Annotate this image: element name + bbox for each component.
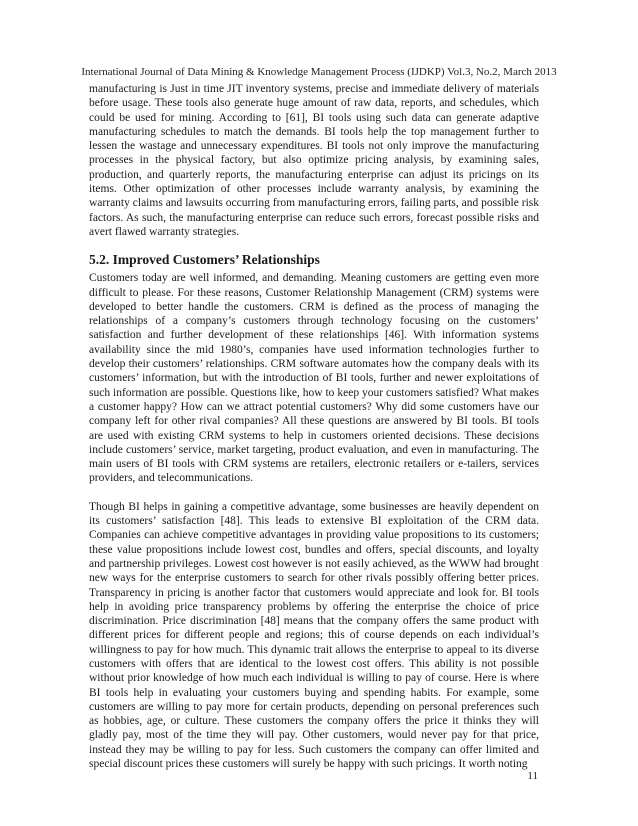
- page-number: 11: [527, 770, 538, 782]
- section-heading: 5.2. Improved Customers’ Relationships: [89, 252, 320, 268]
- running-header: International Journal of Data Mining & Knowledge Management Process (IJDKP) Vol.3, No.2, March 2013: [81, 66, 557, 78]
- article-body: [89, 82, 539, 771]
- paragraph-crm-intro: Customers today are well informed, and demanding. Meaning customers are getting even more difficult to please. For these reasons, Customer Relationship Management (CRM) systems were developed to better handle the customers. CRM is defined as the process of managing the relationships of a company’s customers through technology focusing on the customers’ satisfaction and further development of these relationships [46]. With information systems availability since the mid 1980’s, companies have used information technologies further to develop their customers’ relationships. CRM software automates how the company deals with its customers’ information, but with the introduction of BI tools, further and newer exploitations of such information are possible. Questions like, how to keep your customers satisfied? What makes a customer happy? How can we attract potential customers? Why did some customers have our company left for other rival companies? All these questions are answered by BI tools. BI tools are used with existing CRM systems to help in customers oriented decisions. These decisions include customers’ service, market targeting, product evaluation, and even in manufacturing. The main users of BI tools with CRM systems are retailers, electronic retailers or e-tailers, services providers, and telecommunications.: [89, 272, 539, 485]
- paragraph-competitive-advantage: Though BI helps in gaining a competitive advantage, some businesses are heavily dependent on its customers’ satisfaction [48]. This leads to extensive BI exploitation of the CRM data. Companies can achieve competitive advantages in providing value propositions to its customers; these value propositions include lowest cost, bundles and offers, special discounts, and loyalty and partnership privileges. Lowest cost however is not easily achieved, as the WWW had brought new ways for the enterprise customers to search for other rivals possibly offering better prices. Transparency in pricing is another factor that customers would appreciate and look for. BI tools help in avoiding price transparency problems by offering the enterprise the choice of price discrimination. Price discrimination [48] means that the company offers the same product with different prices for different people and regions; this of course depends on each individual’s willingness to pay for how much. This dynamic trait allows the enterprise to appeal to its diverse customers with offers that are identical to the lowest cost offers. This ability is not possible without prior knowledge of how much each individual is willing to pay of course. Here is where BI tools help in evaluating your customers buying and spending habits. For example, some customers are willing to pay more for certain products, depending on personal preferences such as hobbies, age, or culture. These customers the company offers the price it thinks they will gladly pay, most of the time they will pay. Other customers, would never pay for that price, instead they may be willing to pay for less. Such customers the company can offer limited and special discount prices these customers will surely be happy with such pricings. It worth noting: [89, 500, 539, 771]
- paragraph-manufacturing: manufacturing is Just in time JIT inventory systems, precise and immediate delivery of materials before usage. These tools also generate huge amount of raw data, reports, and schedules, which could be used for mining. According to [61], BI tools using such data can generate adaptive manufacturing schedules to match the demands. BI tools help the top management further to lessen the wastage and unnecessary expenditures. BI tools not only improve the manufacturing processes in the physical factory, but also optimize pricing analysis, by examining sales, production, and quarterly reports, the manufacturing enterprise can adjust its pricings on its items. Other optimization of other processes include warranty analysis, by examining the warranty claims and lawsuits occurring from manufacturing errors, failing parts, and possible risk factors. As such, the manufacturing enterprise can reduce such errors, forecast possible risks and avert flawed warranty strategies.: [89, 83, 539, 238]
